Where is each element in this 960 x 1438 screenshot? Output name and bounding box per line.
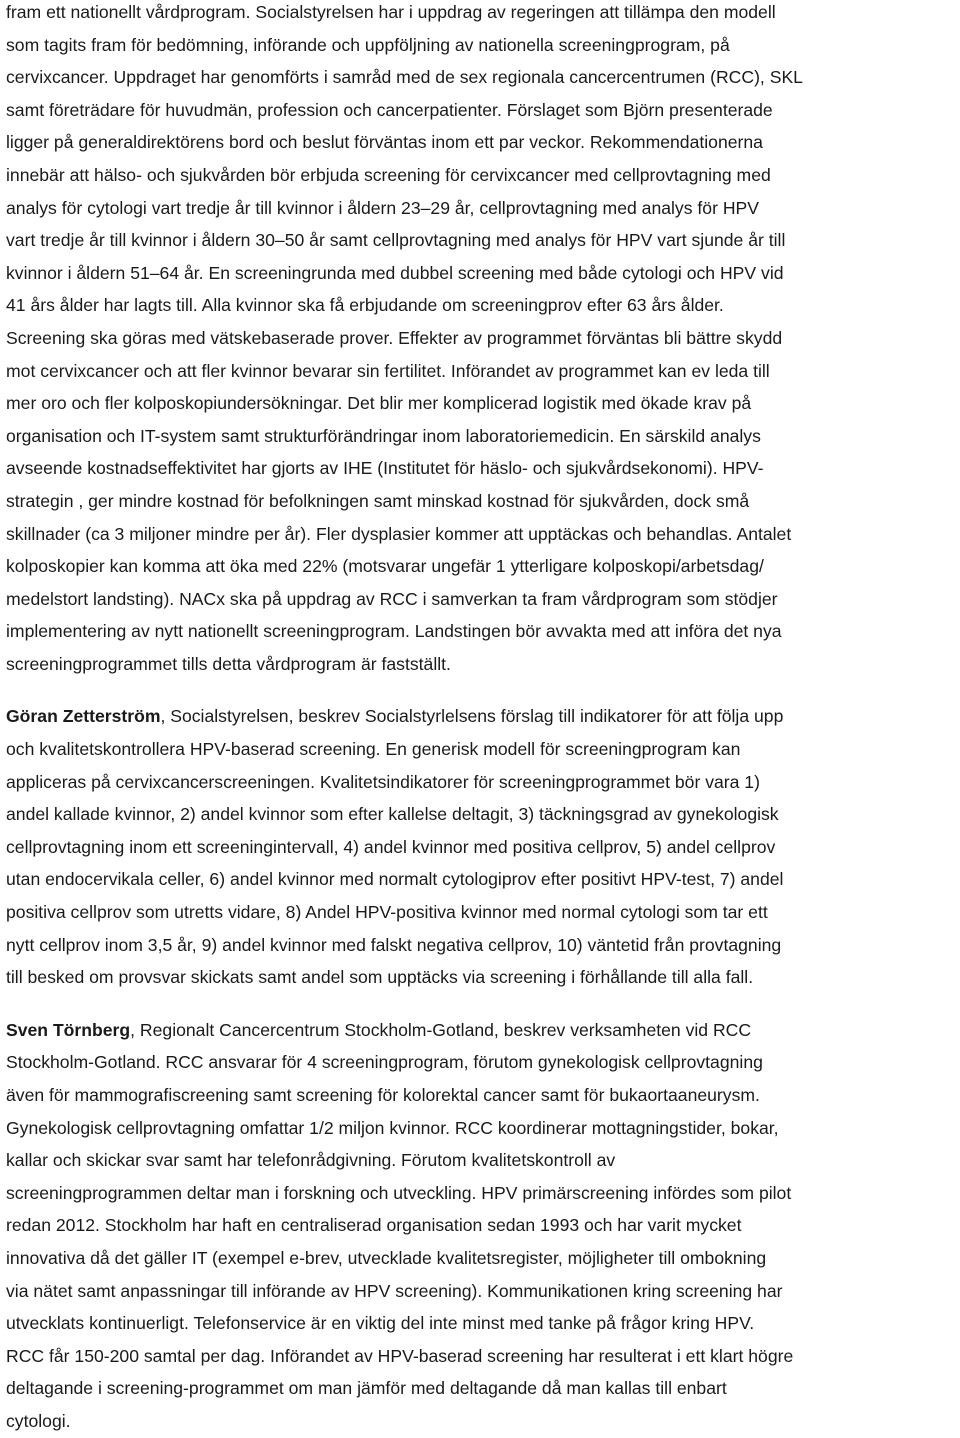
- text-line: organisation och IT-system samt strukturförändringar inom laboratoriemedicin. En särskild analys: [6, 425, 761, 446]
- text-line: utvecklats kontinuerligt. Telefonservice är en viktig del inte minst med tanke på frågor kring HPV.: [6, 1313, 755, 1334]
- text-line: fram ett nationellt vårdprogram. Socialstyrelsen har i uppdrag av regeringen att tillämpa den modell: [6, 2, 776, 22]
- text-line: cellprovtagning inom ett screeningintervall, 4) andel kvinnor med positiva cellprov, 5) andel cellprov: [6, 836, 776, 857]
- text-line: ligger på generaldirektörens bord och beslut förväntas inom ett par veckor. Rekommendationerna: [6, 132, 763, 153]
- paragraph-spacer: [6, 680, 954, 700]
- text-line: Gynekologisk cellprovtagning omfattar 1/2 miljon kvinnor. RCC koordinerar mottagningstider, bokar,: [6, 1117, 779, 1138]
- paragraph-goran-zetterstrom: [6, 700, 954, 993]
- text-line: screeningprogrammet tills detta vårdprogram är fastställt.: [6, 653, 451, 674]
- text-line: analys för cytologi vart tredje år till kvinnor i åldern 23–29 år, cellprovtagning med analys för HPV: [6, 197, 760, 218]
- paragraph-sven-tornberg: [6, 1014, 954, 1438]
- text-line: Stockholm-Gotland. RCC ansvarar för 4 screeningprogram, förutom gynekologisk cellprovtagning: [6, 1052, 763, 1073]
- text-line: mer oro och fler kolposkopiundersökningar. Det blir mer komplicerad logistik med ökade krav på: [6, 393, 752, 414]
- speaker-name: Göran Zetterström: [6, 706, 161, 727]
- text-line: deltagande i screening-programmet om man jämför med deltagande då man kallas till enbart: [6, 1378, 727, 1399]
- text-line: mot cervixcancer och att fler kvinnor bevarar sin fertilitet. Införandet av programmet kan ev leda till: [6, 360, 770, 381]
- text-line: nytt cellprov inom 3,5 år, 9) andel kvinnor med falskt negativa cellprov, 10) väntetid från provtagning: [6, 934, 782, 955]
- text-line: cytologi.: [6, 1410, 71, 1431]
- text-line: implementering av nytt nationellt screeningprogram. Landstingen bör avvakta med att införa det nya: [6, 621, 782, 642]
- text-line: innebär att hälso- och sjukvården bör erbjuda screening för cervixcancer med cellprovtagning med: [6, 164, 771, 185]
- text-line: [6, 700, 954, 733]
- text-line: [6, 1014, 954, 1047]
- text-line: cervixcancer. Uppdraget har genomförts i samråd med de sex regionala cancercentrumen (RCC), SKL: [6, 67, 803, 88]
- text-line: redan 2012. Stockholm har haft en centraliserad organisation sedan 1993 och har varit mycket: [6, 1215, 742, 1236]
- document-page: [6, 0, 954, 1438]
- text-line: samt företrädare för huvudmän, profession och cancerpatienter. Förslaget som Björn presenterade: [6, 99, 773, 120]
- text-line: strategin , ger mindre kostnad för befolkningen samt minskad kostnad för sjukvården, dock små: [6, 490, 750, 511]
- text-line: skillnader (ca 3 miljoner mindre per år). Fler dysplasier kommer att upptäckas och behandlas. Antalet: [6, 523, 792, 544]
- text-line: RCC får 150-200 samtal per dag. Införandet av HPV-baserad screening har resulterat i ett klart högre: [6, 1345, 794, 1366]
- text-line: kvinnor i åldern 51–64 år. En screeningrunda med dubbel screening med både cytologi och HPV vid: [6, 262, 784, 283]
- text-line: screeningprogrammen deltar man i forskning och utveckling. HPV primärscreening infördes som pilot: [6, 1182, 792, 1203]
- paragraph-spacer: [6, 994, 954, 1014]
- text-line: som tagits fram för bedömning, införande och uppföljning av nationella screeningprogram, på: [6, 34, 730, 55]
- text-line: medelstort landsting). NACx ska på uppdrag av RCC i samverkan ta fram vårdprogram som stödjer: [6, 588, 778, 609]
- text-line: Screening ska göras med vätskebaserade prover. Effekter av programmet förväntas bli bättre skydd: [6, 327, 783, 348]
- text-line: andel kallade kvinnor, 2) andel kvinnor som efter kallelse deltagit, 3) täckningsgrad av gynekologisk: [6, 804, 779, 825]
- text-line: kolposkopier kan komma att öka med 22% (motsvarar ungefär 1 ytterligare kolposkopi/arbetsdag/: [6, 556, 764, 577]
- speaker-name: Sven Törnberg: [6, 1019, 131, 1040]
- speaker-intro-text: , Socialstyrelsen, beskrev Socialstyrlelsens förslag till indikatorer för att följa upp: [160, 706, 784, 727]
- text-line: 41 års ålder har lagts till. Alla kvinnor ska få erbjudande om screeningprov efter 63 års ålder.: [6, 295, 724, 316]
- text-line: även för mammografiscreening samt screening för kolorektal cancer samt för bukaortaaneurysm.: [6, 1085, 760, 1105]
- speaker-intro-text: , Regionalt Cancercentrum Stockholm-Gotland, beskrev verksamheten vid RCC: [130, 1019, 752, 1040]
- text-line: kallar och skickar svar samt har telefonrådgivning. Förutom kvalitetskontroll av: [6, 1150, 616, 1171]
- text-line: till besked om provsvar skickats samt andel som upptäcks via screening i förhållande till alla fall.: [6, 967, 754, 988]
- text-line: positiva cellprov som utretts vidare, 8) Andel HPV-positiva kvinnor med normal cytologi som tar ett: [6, 902, 768, 923]
- text-line: innovativa då det gäller IT (exempel e-brev, utvecklade kvalitetsregister, möjligheter till ombokning: [6, 1247, 767, 1268]
- paragraph-intro: [6, 0, 954, 680]
- text-line: avseende kostnadseffektivitet har gjorts av IHE (Institutet för häslo- och sjukvårdsekonomi). HPV-: [6, 458, 764, 479]
- text-line: appliceras på cervixcancerscreeningen. Kvalitetsindikatorer för screeningprogrammet bör vara 1): [6, 771, 760, 792]
- text-line: vart tredje år till kvinnor i åldern 30–50 år samt cellprovtagning med analys för HPV vart sjunde år till: [6, 230, 786, 251]
- text-line: och kvalitetskontrollera HPV-baserad screening. En generisk modell för screeningprogram kan: [6, 739, 741, 760]
- text-line: via nätet samt anpassningar till införande av HPV screening). Kommunikationen kring screening har: [6, 1280, 783, 1301]
- text-line: utan endocervikala celler, 6) andel kvinnor med normalt cytologiprov efter positivt HPV-test, 7) andel: [6, 869, 784, 890]
